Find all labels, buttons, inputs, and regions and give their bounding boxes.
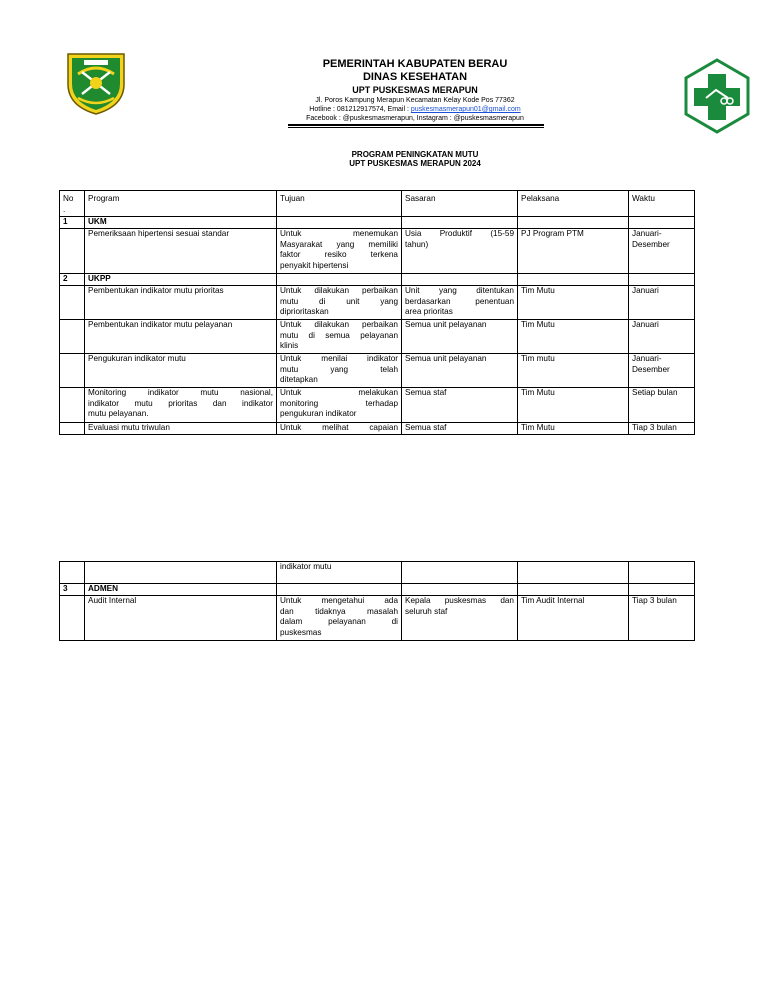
table-row: indikator mutu: [60, 562, 695, 584]
quality-program-table-continued: [59, 561, 695, 641]
col-header-tujuan: Tujuan: [277, 191, 402, 217]
header-social: Facebook : @puskesmasmerapun, Instagram : @puskesmasmerapun: [306, 115, 524, 122]
section-row-ukpp: 2 UKPP: [60, 273, 695, 285]
col-header-program: Program: [85, 191, 277, 217]
table-row: Monitoring indikator mutu nasional, indikator mutu prioritas dan indikator mutu pelayanan. Untuk melakukan monitoring terhadap pengukuran indikator Semua staf Tim Mutu Setiap bulan: [60, 387, 695, 422]
header-rule-thin: [288, 127, 544, 128]
header-address: Jl. Poros Kampung Merapun Kecamatan Kelay Kode Pos 77362: [315, 97, 515, 104]
puskesmas-cross-logo-icon: [684, 58, 750, 134]
table-row: Pengukuran indikator mutu Untuk menilai indikator mutu yang telah ditetapkan Semua unit pelayanan Tim mutu Januari- Desember: [60, 353, 695, 387]
col-header-no: No .: [60, 191, 85, 217]
table-row: Pemeriksaan hipertensi sesuai standar Untuk menemukan Masyarakat yang memiliki faktor resiko terkena penyakit hipertensi Usia Produktif (15-59 tahun) PJ Program PTM Januari- Desember: [60, 228, 695, 273]
document-title: PROGRAM PENINGKATAN MUTU: [351, 150, 479, 159]
table-header-row: [60, 191, 695, 217]
header-government: PEMERINTAH KABUPATEN BERAU: [322, 58, 508, 70]
header-contact: [180, 106, 650, 113]
table-row: Pembentukan indikator mutu prioritas Untuk dilakukan perbaikan mutu di unit yang diprioritaskan Unit yang ditentukan berdasarkan penentuan area prioritas Tim Mutu Januari: [60, 285, 695, 319]
quality-program-table: [59, 190, 695, 435]
table-row: Pembentukan indikator mutu pelayanan Untuk dilakukan perbaikan mutu di semua pelayanan klinis Semua unit pelayanan Tim Mutu Januari: [60, 319, 695, 353]
section-row-admen: 3 ADMEN: [60, 584, 695, 596]
email-link[interactable]: puskesmasmerapun01@gmail.com: [410, 106, 521, 113]
header-department: DINAS KESEHATAN: [362, 71, 468, 83]
berau-regency-emblem-icon: [64, 50, 128, 116]
document-subtitle: UPT PUSKESMAS MERAPUN 2024: [349, 159, 481, 168]
header-rule-thick: [288, 124, 544, 126]
table-row: Evaluasi mutu triwulan Untuk melihat capaian Semua staf Tim Mutu Tiap 3 bulan: [60, 422, 695, 434]
header-unit: UPT PUSKESMAS MERAPUN: [352, 85, 478, 95]
col-header-sasaran: Sasaran: [402, 191, 518, 217]
table-row: Audit Internal Untuk mengetahui ada dan tidaknya masalah dalam pelayanan di puskesmas Kepala puskesmas dan seluruh staf Tim Audit Internal Tiap 3 bulan: [60, 595, 695, 640]
col-header-waktu: Waktu: [629, 191, 695, 217]
col-header-pelaksana: Pelaksana: [518, 191, 629, 217]
section-row-ukm: 1 UKM: [60, 217, 695, 229]
header-hotline: Hotline : 081212917574, Email :: [309, 106, 411, 113]
